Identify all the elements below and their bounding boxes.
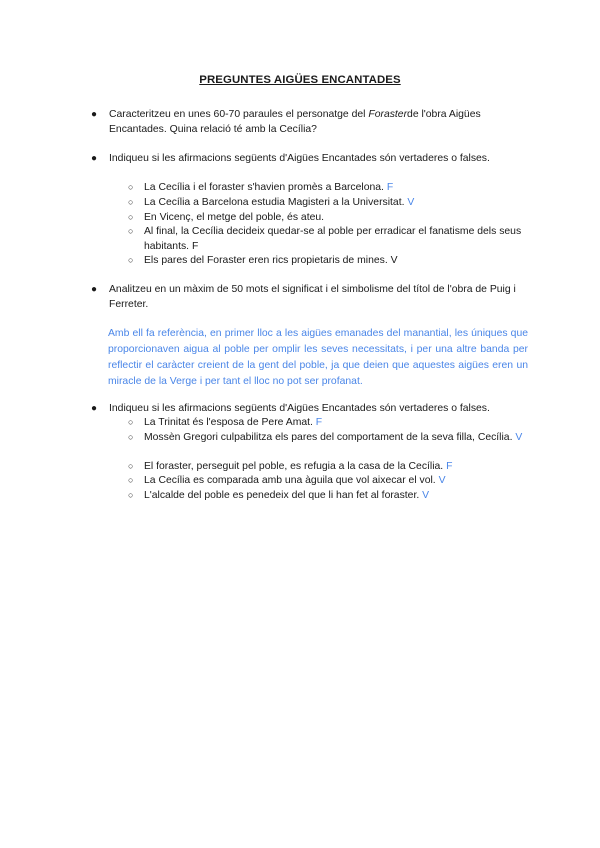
answer-mark: F [315,417,323,428]
answer-mark: F [386,182,394,193]
circle-bullet-icon: ○ [128,226,134,236]
answer-mark: F [446,461,453,472]
question-3-text: Analitzeu en un màxim de 50 mots el significat i el simbolisme del títol de l'obra de Puig i Ferreter. [109,284,516,310]
answer-paragraph: Amb ell fa referència, en primer lloc a les aigües emanades del manantial, les úniques que proporcionaven aigua al poble per omplir les seves necessitats, i per una altre banda per reflectir el caràcter creient de la gent del poble, ja que deien que aquestes aigües eren un miracle de la Verge i per tant el lloc no pot ser profanat. [108,328,528,387]
list-item: ○ Els pares del Foraster eren rics propietaris de mines. V [128,255,398,266]
list-item: ○ Al final, la Cecília decideix quedar-se al poble per erradicar el fanatisme dels seus habitants. F [128,226,522,252]
answer-mark: V [422,490,430,501]
bullet-icon: ● [91,284,98,295]
document-title: PREGUNTES AIGÜES ENCANTADES [199,74,401,86]
circle-bullet-icon: ○ [128,182,134,192]
circle-bullet-icon: ○ [128,475,134,485]
list-item: ○ La Cecília i el foraster s'havien promès a Barcelona. F [128,182,394,193]
circle-bullet-icon: ○ [128,490,134,500]
circle-bullet-icon: ○ [128,417,134,427]
circle-bullet-icon: ○ [128,255,134,265]
list-item: ○ L'alcalde del poble es penedeix del que li han fet al foraster. V [128,490,430,501]
question-1-text: Caracteritzeu en unes 60-70 paraules el personatge del Forasterde l'obra Aigües Encantades. Quina relació té amb la Cecília? [109,109,481,135]
list-item: ○ El foraster, perseguit pel poble, es refugia a la casa de la Cecília. F [128,461,453,472]
answer-mark: V [515,432,523,443]
circle-bullet-icon: ○ [128,212,134,222]
bullet-icon: ● [91,153,98,164]
answer-mark: V [390,255,398,266]
list-item: ○ Mossèn Gregori culpabilitza els pares del comportament de la seva filla, Cecília. V [128,432,523,443]
question-1 [91,107,521,137]
answer-mark: F [191,241,199,252]
circle-bullet-icon: ○ [128,197,134,207]
bullet-icon: ● [91,403,98,414]
question-3 [91,282,521,312]
circle-bullet-icon: ○ [128,432,134,442]
question-4-text: Indiqueu si les afirmacions següents d'Aigües Encantades són vertaderes o falses. [109,403,490,414]
circle-bullet-icon: ○ [128,461,134,471]
question-2-text: Indiqueu si les afirmacions següents d'Aigües Encantades són vertaderes o falses. [109,153,490,164]
answer-mark: V [438,475,446,486]
bullet-icon: ● [91,109,98,120]
question-2 [91,151,521,166]
list-item: ○ En Vicenç, el metge del poble, és ateu. [128,212,325,223]
list-item: ○ La Trinitat és l'esposa de Pere Amat. F [128,417,323,428]
answer-mark: V [407,197,415,208]
list-item: ○ La Cecília es comparada amb una àguila que vol aixecar el vol. V [128,475,446,486]
list-item: ○ La Cecília a Barcelona estudia Magisteri a la Universitat. V [128,197,415,208]
question-4 [91,401,521,416]
